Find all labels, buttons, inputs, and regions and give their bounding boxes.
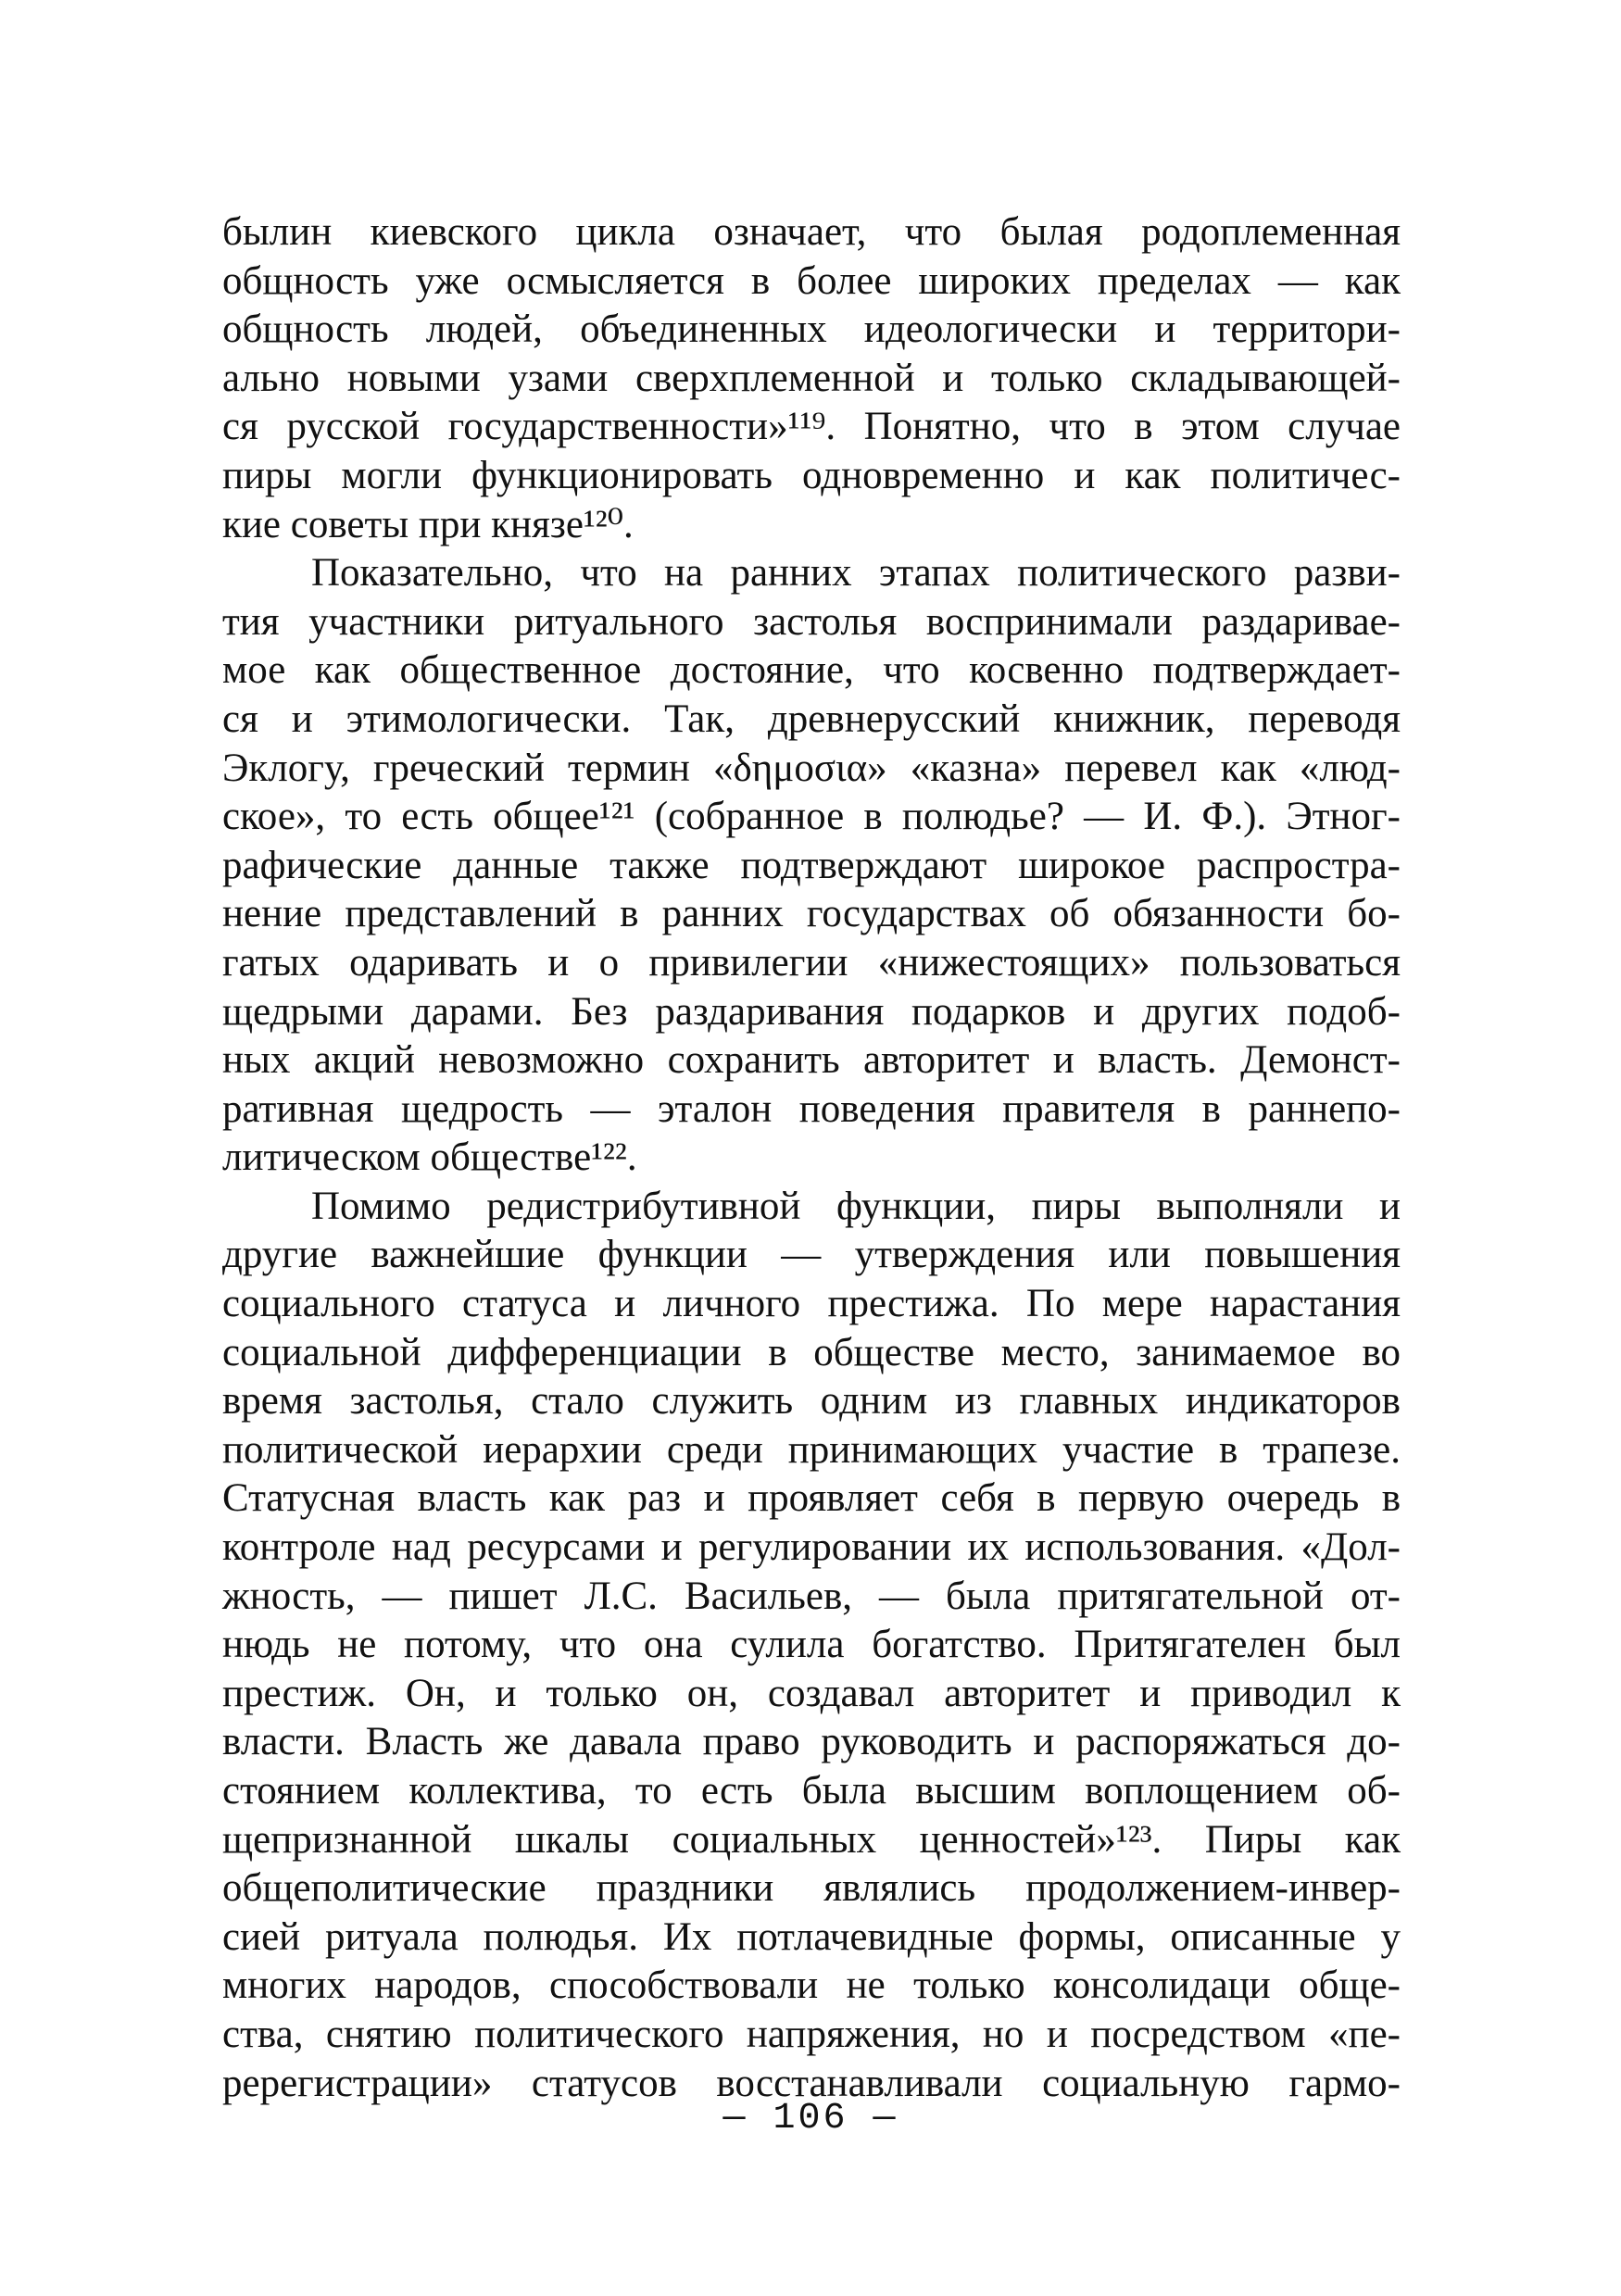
text-line: щепризнанной шкалы социальных ценностей»¹²³. Пиры как (222, 1817, 1401, 1862)
text-line: гатых одаривать и о привилегии «нижестоящих» пользоваться (222, 940, 1401, 985)
text-line: нение представлений в ранних государствах об обязанности бо- (222, 892, 1401, 936)
text-line: мое как общественное достояние, что косвенно подтверждает- (222, 648, 1401, 693)
text-line: общность людей, объединенных идеологически и территори- (222, 307, 1401, 352)
text-line: Эклогу, греческий термин «δημοσια» «казна» перевел как «люд- (222, 746, 1401, 790)
text-line: нюдь не потому, что она сулила богатство. Притягателен был (222, 1623, 1401, 1667)
text-line: Статусная власть как раз и проявляет себя в первую очередь в (222, 1476, 1401, 1521)
text-line: сией ритуала полюдья. Их потлачевидные формы, описанные у (222, 1914, 1401, 1959)
text-line: ререгистрации» статусов восстанавливали социальную гармо- (222, 2061, 1401, 2105)
text-line: литическом обществе¹²². (222, 1135, 637, 1180)
text-line: стоянием коллектива, то есть была высшим воплощением об- (222, 1769, 1401, 1813)
text-line: общность уже осмысляется в более широких пределах — как (222, 258, 1401, 303)
text-line: Помимо редистрибутивной функции, пиры выполняли и (311, 1184, 1401, 1228)
text-line: пиры могли функционировать одновременно и как политичес- (222, 453, 1401, 497)
text-line: Показательно, что на ранних этапах политического разви- (311, 551, 1401, 596)
text-line: рафические данные также подтверждают широкое распростра- (222, 843, 1401, 887)
text-line: общеполитические праздники являлись продолжением-инвер- (222, 1866, 1401, 1911)
body-text (222, 208, 1401, 2108)
text-line: контроле над ресурсами и регулировании их использования. «Дол- (222, 1525, 1401, 1570)
text-line: власти. Власть же давала право руководить и распоряжаться до- (222, 1720, 1401, 1764)
text-line: время застолья, стало служить одним из главных индикаторов (222, 1379, 1401, 1424)
text-line: ское», то есть общее¹²¹ (собранное в полюдье? — И. Ф.). Этног- (222, 795, 1401, 839)
text-line: щедрыми дарами. Без раздаривания подарков и других подоб- (222, 989, 1401, 1034)
text-line: былин киевского цикла означает, что былая родоплеменная (222, 210, 1401, 254)
text-line: политической иерархии среди принимающих участие в трапезе. (222, 1427, 1401, 1472)
text-line: ных акций невозможно сохранить авторитет и власть. Демонст- (222, 1038, 1401, 1083)
page-number: — 106 — (723, 2098, 898, 2139)
text-line: другие важнейшие функции — утверждения или повышения (222, 1233, 1401, 1277)
text-line: ства, снятию политического напряжения, но и посредством «пе- (222, 2012, 1401, 2056)
text-line: ся и этимологически. Так, древнерусский книжник, переводя (222, 696, 1401, 741)
text-line: престиж. Он, и только он, создавал авторитет и приводил к (222, 1671, 1401, 1715)
text-line: жность, — пишет Л.С. Васильев, — была притягательной от- (222, 1574, 1401, 1618)
text-line: ративная щедрость — эталон поведения правителя в раннепо- (222, 1086, 1401, 1131)
text-line: социального статуса и личного престижа. По мере нарастания (222, 1282, 1401, 1326)
text-line: кие советы при князе¹²⁰. (222, 502, 634, 546)
text-line: тия участники ритуального застолья воспринимали раздариваe- (222, 599, 1401, 644)
text-line: ся русской государственности»¹¹⁹. Понятно, что в этом случае (222, 405, 1401, 449)
text-line: многих народов, способствовали не только консолидаци обще- (222, 1964, 1401, 2008)
text-line: ально новыми узами сверхплеменной и только складывающей- (222, 356, 1401, 400)
text-line: социальной дифференциации в обществе место, занимаемое во (222, 1330, 1401, 1374)
